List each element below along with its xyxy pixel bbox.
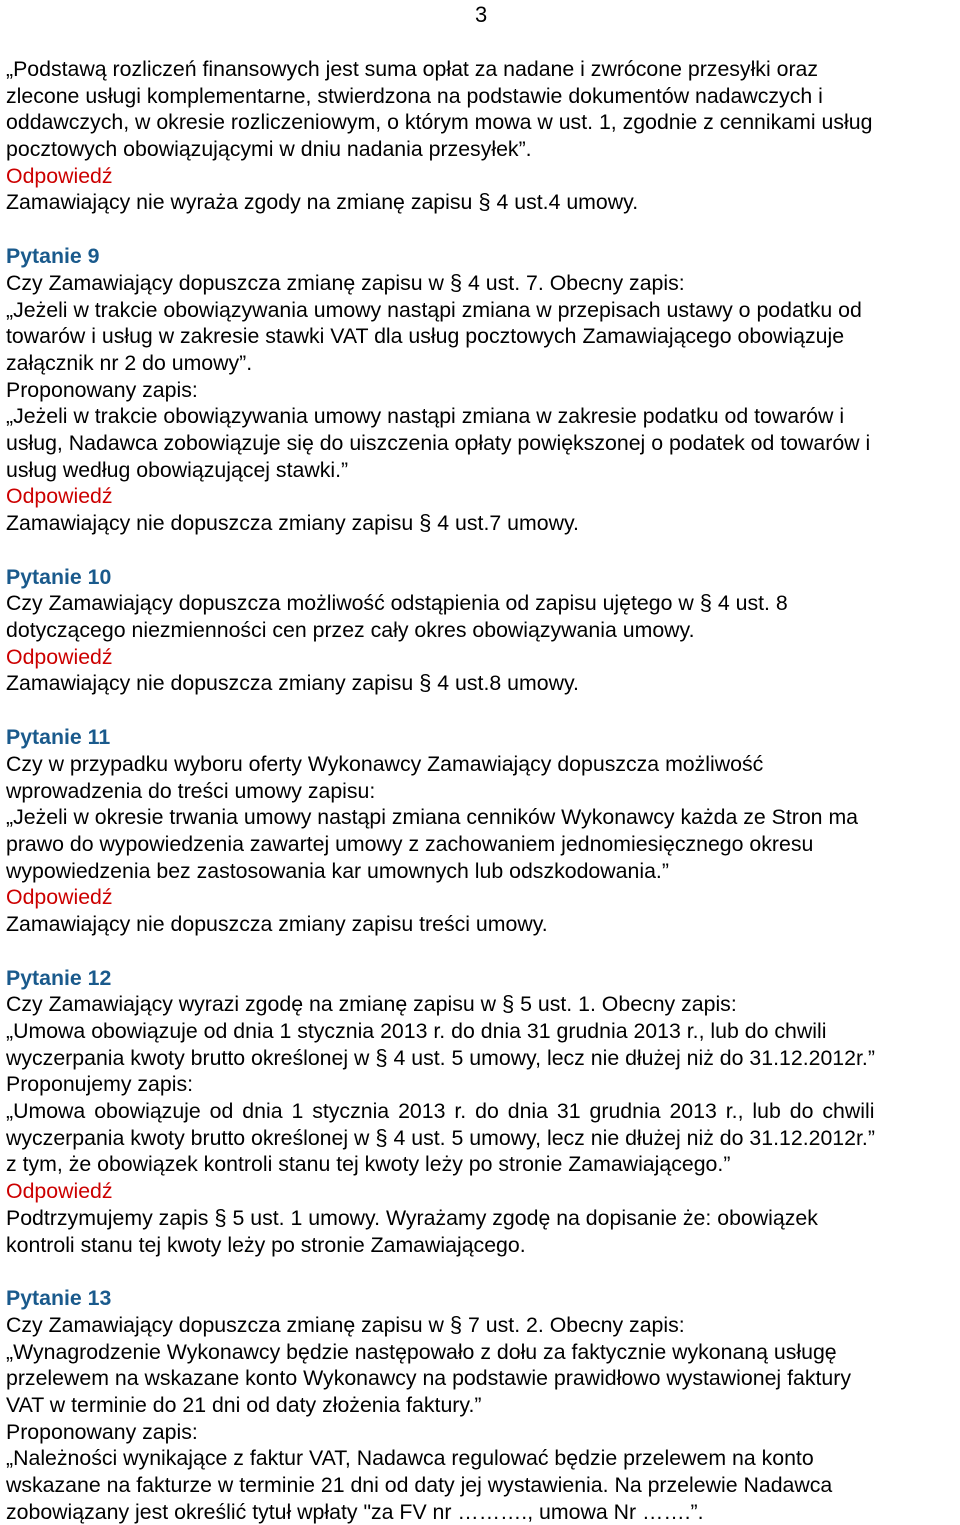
page-number: 3 xyxy=(475,2,488,27)
question-13-proposal-1: „Należności wynikające z faktur VAT, Nadawca regulować będzie przelewem na konto xyxy=(6,1446,814,1471)
intro-line-2: zlecone usługi komplementarne, stwierdzona na podstawie dokumentów nadawczych i xyxy=(6,83,823,108)
question-11-line-4: prawo do wypowiedzenia zawartej umowy z zachowaniem jednomiesięcznego okresu xyxy=(6,831,814,856)
question-9-current-2: towarów i usług w zakresie stawki VAT dla usług pocztowych Zamawiającego obowiązuje xyxy=(6,324,845,349)
question-12-proposal-2: wyczerpania kwoty brutto określonej w § 4 ust. 5 umowy, lecz nie dłużej niż do 31.12.2012r.” xyxy=(6,1124,875,1150)
question-12-current-1: „Umowa obowiązuje od dnia 1 stycznia 2013 r. do dnia 31 grudnia 2013 r., lub do chwili xyxy=(6,1019,827,1043)
question-12-proposal-1: „Umowa obowiązuje od dnia 1 stycznia 2013 r. do dnia 31 grudnia 2013 r., lub do chwili xyxy=(6,1099,875,1124)
intro-line-3: oddawczych, w okresie rozliczeniowym, o którym mowa w ust. 1, zgodnie z cennikami usług xyxy=(6,110,873,135)
question-9-proposal-1: „Jeżeli w trakcie obowiązywania umowy nastąpi zmiana w zakresie podatku od towarów i xyxy=(6,404,845,429)
section-sign: § xyxy=(375,1124,388,1150)
answer-label: Odpowiedź xyxy=(6,885,113,910)
question-10-text: Czy Zamawiający dopuszcza możliwość odstąpienia od zapisu ujętego w § 4 ust. 8 xyxy=(6,590,788,616)
question-13-proposal-2: wskazane na fakturze w terminie 21 dni od daty jej wystawienia. Na przelewie Nadawca xyxy=(6,1473,833,1497)
question-9-proposal-3: usług według obowiązującej stawki.” xyxy=(6,457,349,482)
question-9-title: Pytanie 9 xyxy=(6,244,100,269)
question-13-current-1: „Wynagrodzenie Wykonawcy będzie następowało z dołu za faktycznie wykonaną usługę xyxy=(6,1339,837,1364)
question-12-text: Czy Zamawiający wyrazi zgodę na zmianę zapisu w § 5 ust. 1. Obecny zapis: xyxy=(6,991,737,1017)
intro-line-4: pocztowych obowiązującymi w dniu nadania przesyłek”. xyxy=(6,137,532,162)
question-9-proposal-2: usług, Nadawca zobowiązuje się do uiszczenia opłaty powiększonej o podatek od towarów i xyxy=(6,430,871,455)
section-sign: § xyxy=(449,269,463,295)
section-sign: § xyxy=(419,510,432,535)
section-sign: § xyxy=(501,991,515,1017)
section-sign: § xyxy=(449,1311,463,1337)
question-9-answer: Zamawiający nie dopuszcza zmiany zapisu § 4 ust.7 umowy. xyxy=(6,510,579,535)
question-11-title: Pytanie 11 xyxy=(6,725,111,750)
question-11-line-3: „Jeżeli w okresie trwania umowy nastąpi zmiana cenników Wykonawcy każda ze Stron ma xyxy=(6,805,859,830)
question-13-text: Czy Zamawiający dopuszcza zmianę zapisu w § 7 ust. 2. Obecny zapis: xyxy=(6,1311,685,1337)
section-sign: § xyxy=(699,590,712,616)
question-10-answer: Zamawiający nie dopuszcza zmiany zapisu § 4 ust.8 umowy. xyxy=(6,670,579,696)
question-13-proposal-3: zobowiązany jest określić tytuł wpłaty "za FV nr ………., umowa Nr …….”. xyxy=(6,1499,704,1524)
question-13-current-3: VAT w terminie do 21 dni od daty złożenia faktury.” xyxy=(6,1392,482,1417)
answer-label: Odpowiedź xyxy=(6,644,113,669)
question-11-answer: Zamawiający nie dopuszcza zmiany zapisu treści umowy. xyxy=(6,911,548,936)
intro-line-1: „Podstawą rozliczeń finansowych jest suma opłat za nadane i zwrócone przesyłki oraz xyxy=(6,57,819,81)
intro-answer: Zamawiający nie wyraża zgody na zmianę zapisu § 4 ust.4 umowy. xyxy=(6,189,639,215)
question-12-answer-2: kontroli stanu tej kwoty leży po stronie Zamawiającego. xyxy=(6,1232,526,1257)
section-sign: § xyxy=(478,189,491,215)
question-9-text: Czy Zamawiający dopuszcza zmianę zapisu w § 4 ust. 7. Obecny zapis: xyxy=(6,269,685,295)
document-body xyxy=(6,56,956,1525)
question-12-proposal-3: z tym, że obowiązek kontroli stanu tej kwoty leży po stronie Zamawiającego.” xyxy=(6,1152,731,1177)
question-9-current-1: „Jeżeli w trakcie obowiązywania umowy nastąpi zmiana w przepisach ustawy o podatku od xyxy=(6,297,862,322)
answer-label: Odpowiedź xyxy=(6,1179,113,1204)
section-sign: § xyxy=(419,670,432,696)
question-11-line-2: wprowadzenia do treści umowy zapisu: xyxy=(6,778,376,803)
question-10-title: Pytanie 10 xyxy=(6,564,112,589)
question-11-line-5: wypowiedzenia bez zastosowania kar umownych lub odszkodowania.” xyxy=(6,858,669,883)
section-sign: § xyxy=(375,1044,388,1070)
question-13-current-2: przelewem na wskazane konto Wykonawcy na podstawie prawidłowo wystawionej faktury xyxy=(6,1366,851,1391)
question-12-proposal-label: Proponujemy zapis: xyxy=(6,1072,194,1097)
question-12-current-2: wyczerpania kwoty brutto określonej w § 4 ust. 5 umowy, lecz nie dłużej niż do 31.12.2012r.” xyxy=(6,1044,875,1070)
question-12-answer-1: Podtrzymujemy zapis § 5 ust. 1 umowy. Wyrażamy zgodę na dopisanie że: obowiązek xyxy=(6,1204,818,1230)
answer-label: Odpowiedź xyxy=(6,484,113,509)
question-9-current-3: załącznik nr 2 do umowy”. xyxy=(6,350,253,375)
question-13-proposal-label: Proponowany zapis: xyxy=(6,1419,198,1444)
answer-label: Odpowiedź xyxy=(6,163,113,188)
question-12-title: Pytanie 12 xyxy=(6,965,112,990)
question-11-line-1: Czy w przypadku wyboru oferty Wykonawcy Zamawiający dopuszcza możliwość xyxy=(6,751,764,776)
question-13-title: Pytanie 13 xyxy=(6,1286,112,1311)
question-9-proposal-label: Proponowany zapis: xyxy=(6,377,198,402)
section-sign: § xyxy=(214,1204,227,1230)
question-10-text-2: dotyczącego niezmienności cen przez cały okres obowiązywania umowy. xyxy=(6,618,695,643)
